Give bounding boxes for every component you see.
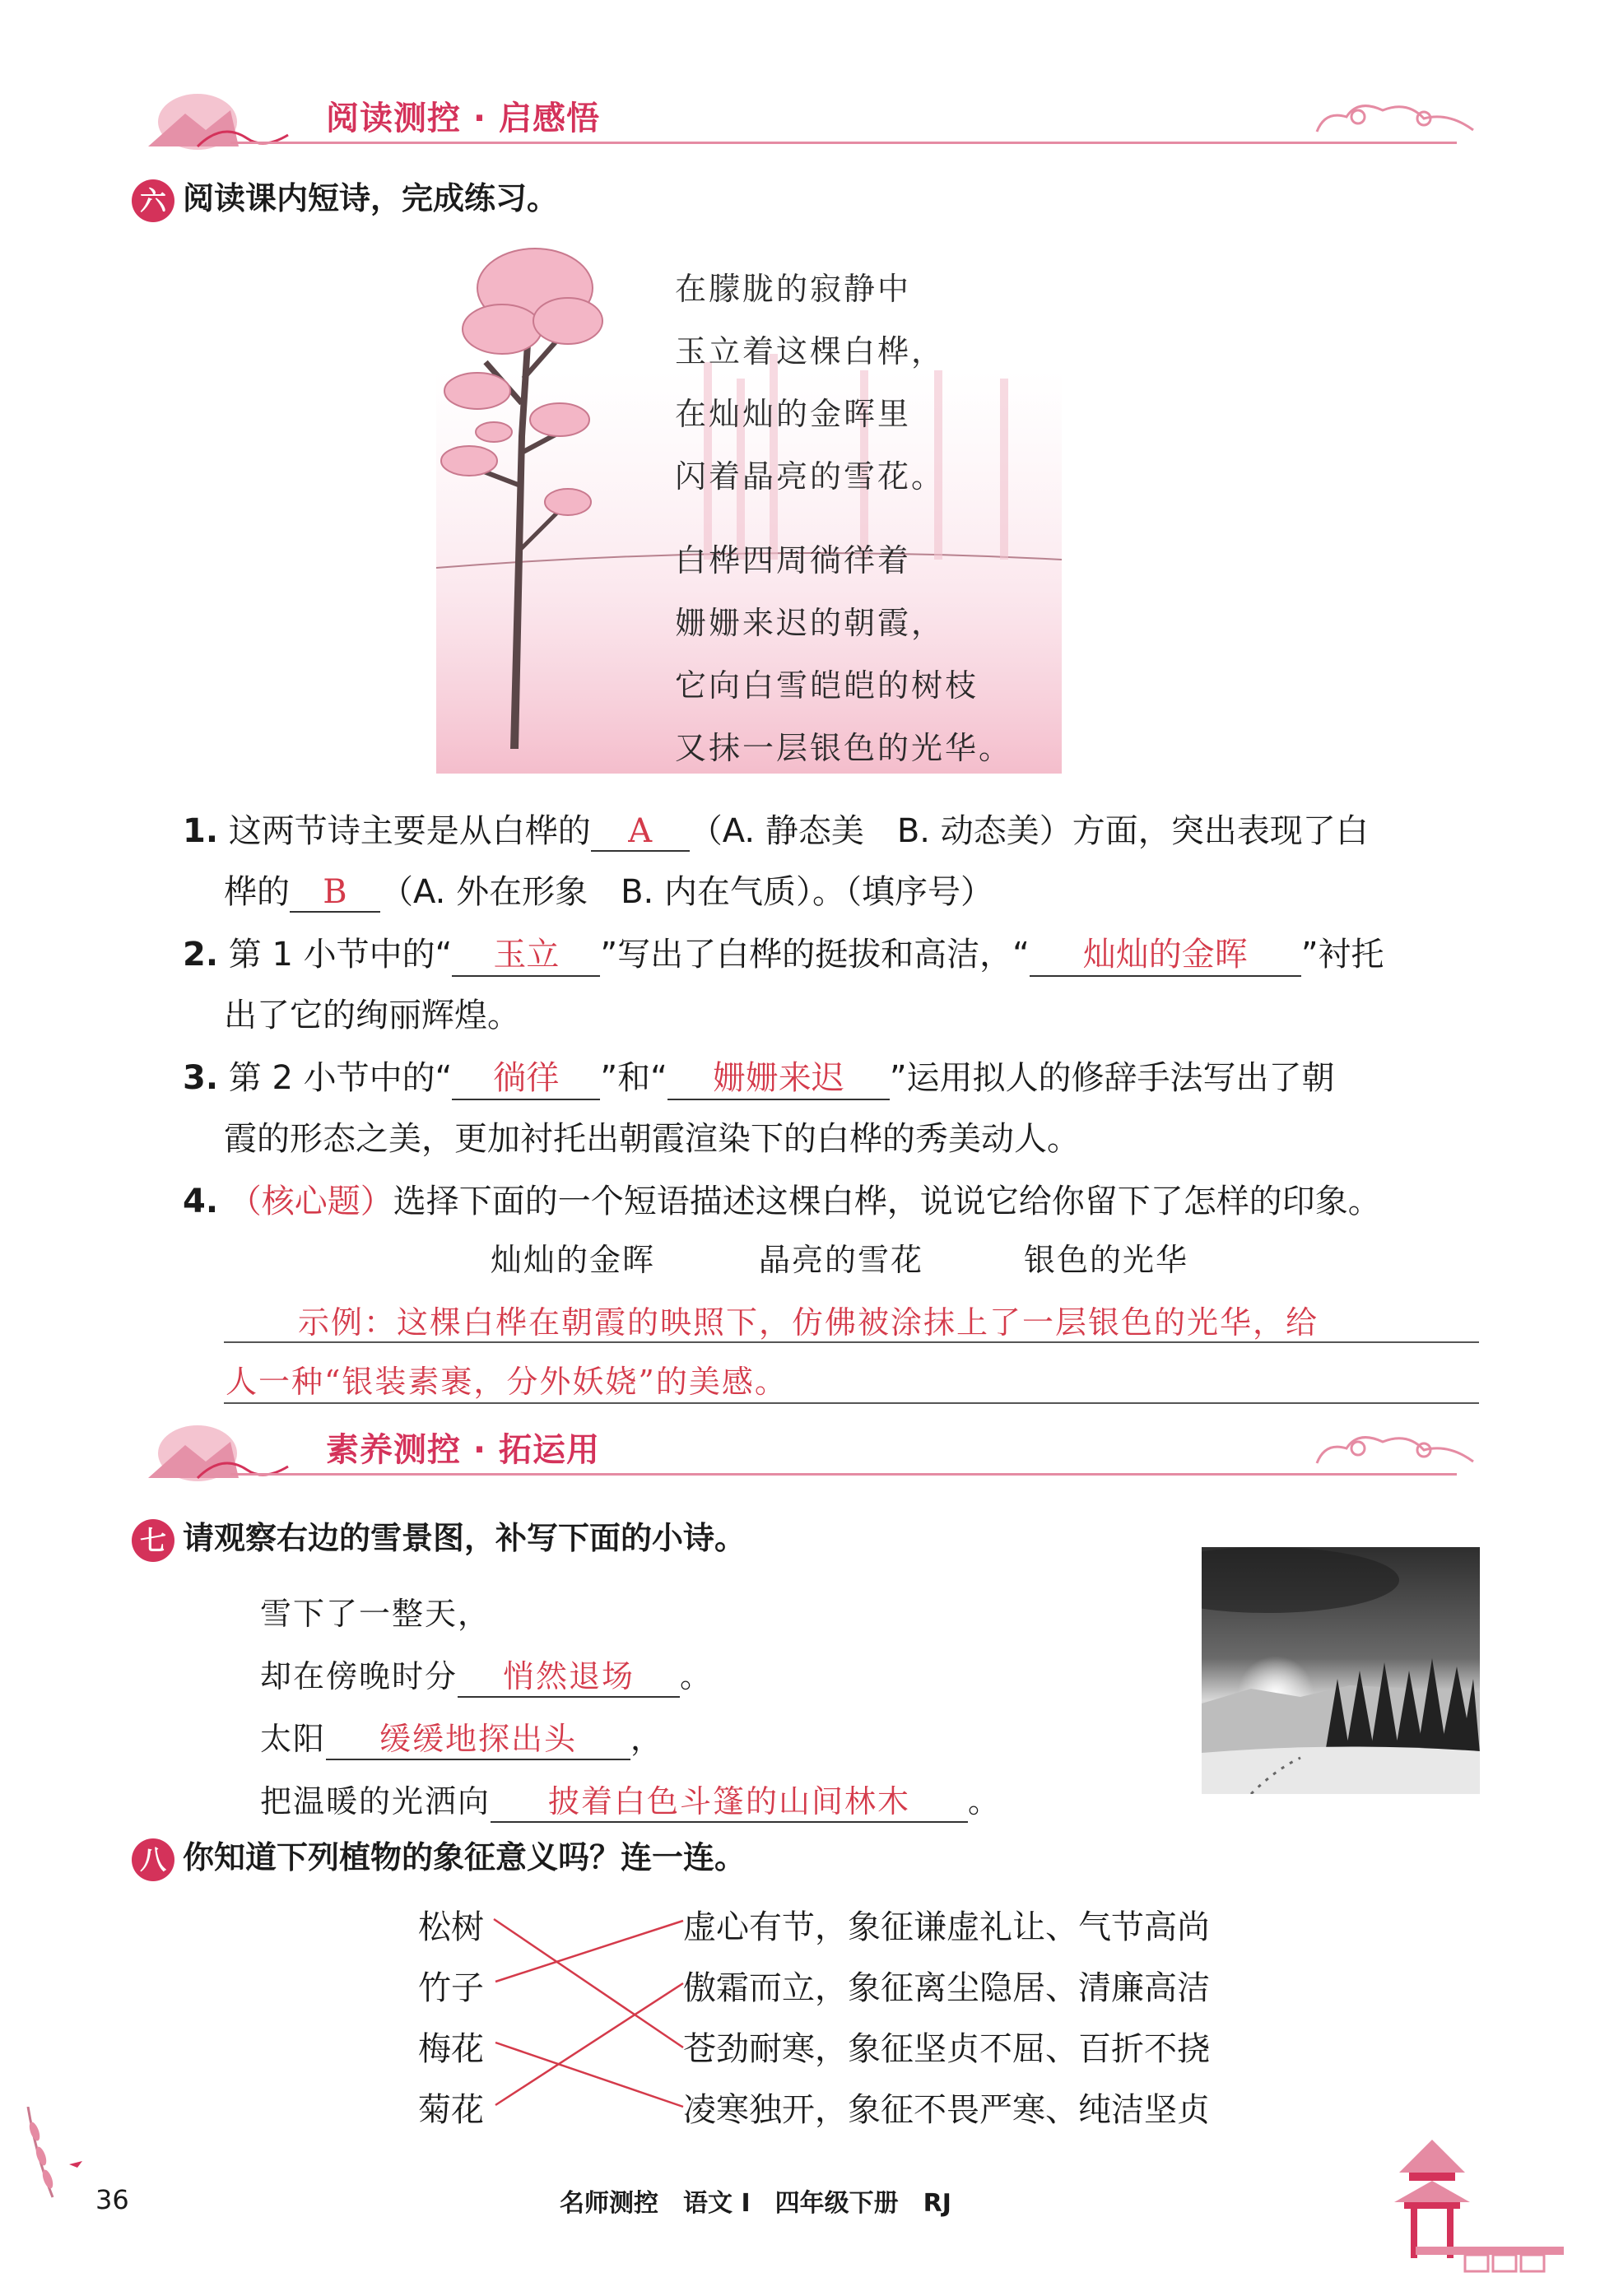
snow-scene-photo: [1202, 1547, 1480, 1794]
answer-rule: [224, 1402, 1479, 1404]
subquestion-1-line-1: 1. 这两节诗主要是从白桦的 A （A. 静态美 B. 动态美）方面，突出表现了白: [183, 812, 1369, 850]
subquestion-3-line-2: 霞的形态之美，更加衬托出朝霞渲染下的白桦的秀美动人。: [224, 1120, 1080, 1158]
section-header-literacy: [123, 1420, 1490, 1494]
question-instruction: 请观察右边的雪景图，补写下面的小诗。: [183, 1520, 747, 1556]
question-6-heading: [132, 173, 558, 222]
question-badge: 六: [132, 179, 174, 222]
poem-line-with-blank: 把温暖的光洒向 披着白色斗篷的山间林木 。: [260, 1776, 1001, 1823]
header-rule: [230, 1473, 1457, 1476]
phrase-option: 灿灿的金晖: [491, 1242, 656, 1278]
sample-answer-line-1: 示例：这棵白桦在朝霞的映照下，仿佛被涂抹上了一层银色的光华，给: [298, 1304, 1319, 1341]
section-title: 阅读测控 · 启感悟: [326, 100, 601, 137]
question-badge: 七: [132, 1519, 174, 1562]
plant-item[interactable]: 梅花: [418, 2030, 484, 2068]
plant-item[interactable]: 菊花: [418, 2091, 484, 2129]
match-line: [495, 2043, 683, 2107]
poem-line: 在灿灿的金晖里: [675, 396, 912, 432]
question-instruction: 你知道下列植物的象征意义吗？连一连。: [183, 1839, 747, 1875]
symbolism-item[interactable]: 苍劲耐寒，象征坚贞不屈、百折不挠: [683, 2030, 1210, 2068]
book-info: 名师测控 语文 Ⅰ 四年级下册 RJ: [560, 2189, 951, 2218]
swirl-ornament-icon: [189, 1445, 337, 1486]
answer-blank[interactable]: 姗姗来迟: [667, 1052, 890, 1100]
cloud-ornament-icon: [1300, 1425, 1490, 1471]
subquestion-4-line-1: 4. （核心题）选择下面的一个短语描述这棵白桦，说说它给你留下了怎样的印象。: [183, 1183, 1381, 1220]
pavilion-icon: [1383, 2123, 1572, 2288]
answer-blank[interactable]: 玉立: [452, 928, 600, 977]
match-line: [495, 1921, 683, 1982]
swirl-ornament-icon: [189, 114, 337, 155]
symbolism-item[interactable]: 傲霜而立，象征离尘隐居、清廉高洁: [683, 1969, 1210, 2007]
section-title: 素养测控 · 拓运用: [326, 1431, 601, 1469]
poem-line: 白桦四周徜徉着: [675, 542, 912, 579]
subquestion-1-line-2: 桦的 B （A. 外在形象 B. 内在气质）。（填序号）: [224, 873, 993, 911]
sample-answer-line-2: 人一种“银装素裹，分外妖娆”的美感。: [226, 1364, 788, 1400]
subquestion-2-line-1: 2. 第 1 小节中的“ 玉立 ”写出了白桦的挺拔和高洁，“ 灿灿的金晖 ”衬托: [183, 928, 1384, 977]
answer-blank[interactable]: 灿灿的金晖: [1030, 928, 1301, 977]
match-line: [494, 1919, 683, 2047]
header-rule: [230, 142, 1457, 144]
symbolism-item[interactable]: 虚心有节，象征谦虚礼让、气节高尚: [683, 1908, 1210, 1946]
answer-blank[interactable]: 披着白色斗篷的山间林木: [491, 1776, 968, 1823]
poem-line: 玉立着这棵白桦，: [675, 333, 946, 369]
question-instruction: 阅读课内短诗，完成练习。: [183, 180, 559, 216]
core-question-tag: （核心题）: [228, 1183, 393, 1220]
poem-line-with-blank: 却在傍晚时分 悄然退场 。: [260, 1651, 713, 1698]
answer-blank[interactable]: B: [290, 873, 380, 913]
answer-rule: [224, 1341, 1479, 1343]
poem-line: 雪下了一整天，: [260, 1596, 491, 1632]
question-badge: 八: [132, 1838, 174, 1881]
answer-blank[interactable]: A: [591, 812, 690, 852]
poem-line: 在朦胧的寂静中: [675, 271, 912, 307]
phrase-option: 晶亮的雪花: [759, 1242, 924, 1278]
poem-line: 闪着晶亮的雪花。: [675, 458, 946, 495]
plant-item[interactable]: 松树: [418, 1908, 484, 1946]
phrase-option: 银色的光华: [1024, 1242, 1189, 1278]
plant-item[interactable]: 竹子: [418, 1969, 484, 2007]
matching-lines: [486, 1909, 691, 2123]
subquestion-2-line-2: 出了它的绚丽辉煌。: [224, 997, 520, 1034]
subquestion-3-line-1: 3. 第 2 小节中的“ 徜徉 ”和“ 姗姗来迟 ”运用拟人的修辞手法写出了朝: [183, 1052, 1335, 1100]
symbolism-item[interactable]: 凌寒独开，象征不畏严寒、纯洁坚贞: [683, 2091, 1210, 2129]
cloud-ornament-icon: [1300, 94, 1490, 140]
poem-line: 它向白雪皑皑的树枝: [675, 667, 979, 704]
answer-blank[interactable]: 徜徉: [452, 1052, 600, 1100]
answer-blank[interactable]: 缓缓地探出头: [326, 1713, 630, 1760]
page-number: 36: [95, 2184, 129, 2215]
question-8-heading: [132, 1832, 746, 1881]
answer-blank[interactable]: 悄然退场: [458, 1651, 680, 1698]
section-header-reading: [123, 89, 1490, 163]
poem-line: 又抹一层银色的光华。: [675, 730, 1013, 766]
poem-line-with-blank: 太阳 缓缓地探出头 ，: [260, 1713, 663, 1760]
poem-line: 姗姗来迟的朝霞，: [675, 605, 946, 641]
question-7-heading: [132, 1513, 746, 1562]
match-line: [495, 1983, 683, 2105]
